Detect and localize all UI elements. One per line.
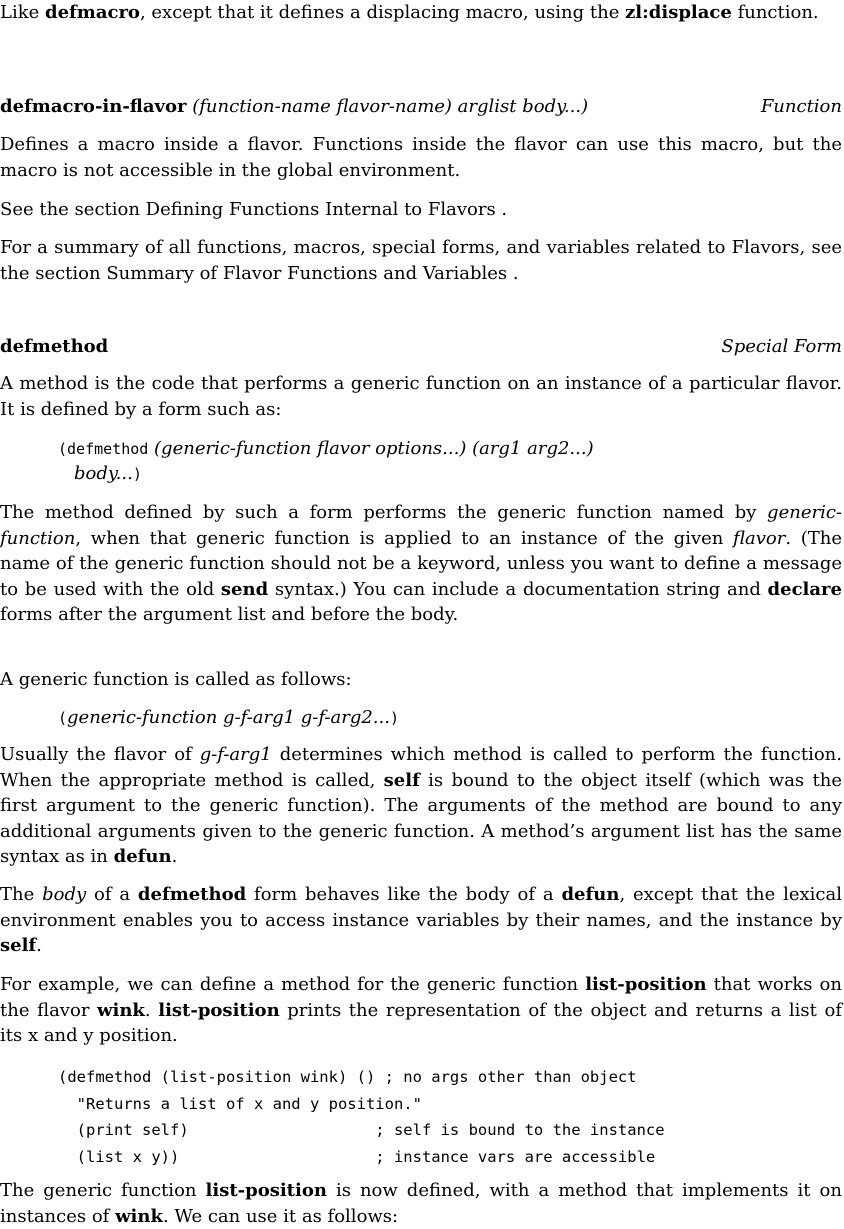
paragraph (0, 1178, 842, 1229)
keyword-declare: declare (767, 578, 842, 600)
code-text: ) (389, 709, 399, 727)
text: form behaves like the body of a (246, 884, 562, 905)
intro-paragraph (0, 0, 842, 26)
paragraph: A generic function is called as follows: (0, 669, 352, 690)
text: syntax.) You can include a documentation string and (268, 578, 768, 600)
text: The generic function (0, 1180, 206, 1201)
text: Like (0, 2, 45, 23)
call-args: generic-function g-f-arg1 g-f-arg2... (67, 707, 390, 728)
syntax-line-2 (74, 461, 142, 488)
keyword-defmacro: defmacro (45, 2, 140, 23)
italic-term: g-f-arg1 (199, 744, 272, 765)
code-text: (defmethod (58, 440, 149, 458)
keyword-self: self (0, 935, 37, 957)
italic-term: generic-function (0, 502, 842, 549)
keyword-send: send (220, 578, 269, 600)
paragraph (0, 972, 842, 1049)
entry-kind: Function (760, 96, 842, 117)
code-text: ) (132, 465, 142, 483)
paragraph: A method is the code that performs a generic function on an instance of a particular flavor. It is defined by a form such as: (0, 373, 842, 420)
text: For example, we can define a method for the generic function (0, 974, 586, 995)
code-example: (defmethod (list-position wink) () ; no args other than object "Returns a list of x and y position." (print self) ; self is bound to the instance (list x y)) ; instance vars are accessible (58, 1068, 665, 1166)
text: . (171, 846, 178, 868)
call-syntax (58, 705, 399, 732)
italic-term: body (42, 884, 87, 905)
syntax-body: body... (74, 463, 133, 484)
keyword-wink: wink (115, 1205, 163, 1227)
paragraph (0, 742, 842, 870)
entry-kind: Special Form (721, 336, 842, 357)
text: determines which method is called to perform the function. When the appropriate method is called, (0, 744, 842, 791)
text: The (0, 884, 43, 905)
italic-term: flavor (733, 527, 786, 549)
paragraph (0, 500, 842, 628)
text: . (The name of the generic function should not be a keyword, unless you want to define a message to be used with the old (0, 527, 842, 600)
text: of a (86, 884, 138, 905)
keyword-self: self (383, 769, 420, 791)
entry-name: defmethod (0, 336, 109, 357)
text: The method defined by such a form performs the generic function named by (0, 502, 768, 523)
paragraph (0, 882, 842, 959)
text: that works on the flavor (0, 974, 842, 1021)
text: , when that generic function is applied to an instance of the given (75, 527, 733, 549)
entry-header-defmethod (0, 334, 842, 360)
code-text: ( (58, 709, 68, 727)
syntax-line-1 (58, 436, 594, 463)
text: , except that the lexical environment enables you to access instance variables by their names, and the instance by (0, 884, 842, 931)
keyword-wink: wink (97, 999, 145, 1021)
see-also-paragraph: See the section Defining Functions Internal to Flavors . (0, 199, 508, 220)
entry-name: defmacro-in-flavor (0, 96, 187, 117)
keyword-defmethod: defmethod (137, 884, 247, 905)
text: prints the representation of the object and returns a list of its x and y position. (0, 999, 842, 1047)
keyword-list-position: list-position (585, 974, 707, 995)
keyword-defun: defun (561, 884, 620, 905)
keyword-list-position: list-position (158, 999, 280, 1021)
text: is now defined, with a method that implements it on instances of (0, 1180, 842, 1227)
text: is bound to the object itself (which was the first argument to the generic function). The arguments of the method are bound to any additional arguments given to the generic function. A method’s argument list has the same syntax as in (0, 769, 842, 868)
text: . We can use it as follows: (162, 1205, 399, 1227)
text: function. (731, 2, 819, 23)
entry-args: (function-name flavor-name) arglist body...) (186, 96, 589, 117)
text: Usually the flavor of (0, 744, 200, 765)
text: , except that it defines a displacing macro, using the (139, 2, 626, 23)
syntax-args: (generic-function flavor options...) (arg1 arg2...) (148, 438, 594, 459)
keyword-defun: defun (113, 846, 172, 868)
text: forms after the argument list and before the body. (0, 604, 459, 626)
keyword-zl-displace: zl:displace (625, 2, 732, 23)
text: . (36, 935, 42, 957)
keyword-list-position: list-position (205, 1180, 327, 1201)
paragraph: Defines a macro inside a flavor. Functions inside the flavor can use this macro, but the macro is not accessible in the global environment. (0, 134, 842, 181)
entry-header-defmacro-in-flavor (0, 94, 842, 120)
summary-paragraph: For a summary of all functions, macros, special forms, and variables related to Flavors, see the section Summary of Flavor Functions and Variables . (0, 237, 842, 284)
text: . (144, 999, 159, 1021)
